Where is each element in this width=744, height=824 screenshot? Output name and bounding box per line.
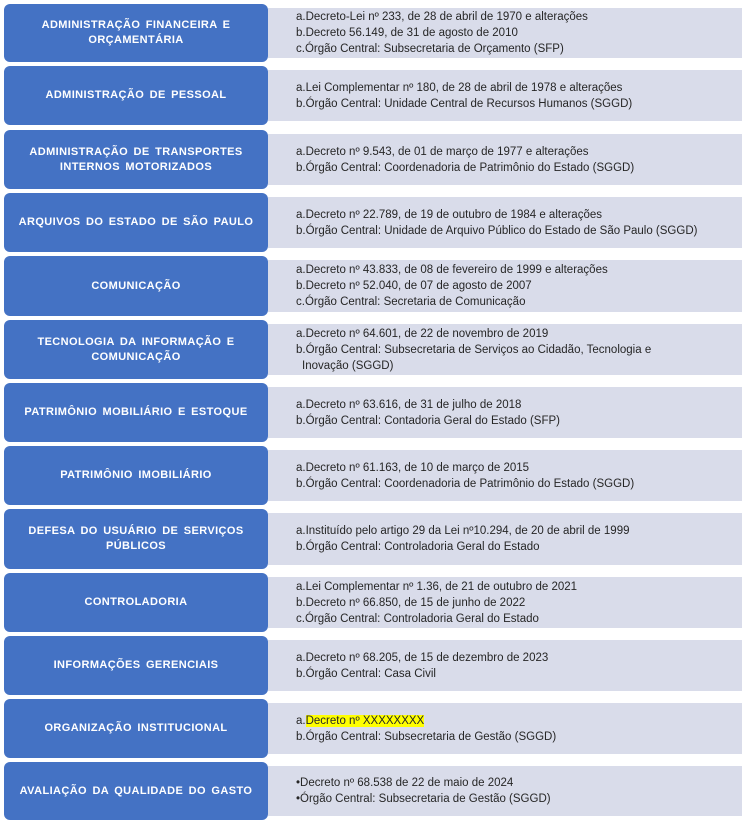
detail-line: a.Decreto nº 63.616, de 31 de julho de 2018 <box>296 398 522 411</box>
system-details <box>268 640 742 691</box>
system-label: ADMINISTRAÇÃO DE TRANSPORTES INTERNOS MOTORIZADOS <box>4 130 268 189</box>
detail-line: b.Órgão Central: Unidade de Arquivo Público do Estado de São Paulo (SGGD) <box>296 224 698 237</box>
system-details <box>268 577 742 628</box>
detail-line: b.Órgão Central: Subsecretaria de Serviços ao Cidadão, Tecnologia e <box>296 343 652 356</box>
system-label: AVALIAÇÃO DA QUALIDADE DO GASTO <box>4 762 268 820</box>
detail-line: a.Decreto nº 68.205, de 15 de dezembro de 2023 <box>296 651 549 664</box>
system-label: PATRIMÔNIO MOBILIÁRIO E ESTOQUE <box>4 383 268 442</box>
detail-line: b.Decreto 56.149, de 31 de agosto de 2010 <box>296 27 518 39</box>
system-details <box>268 8 742 58</box>
table-row <box>4 193 742 252</box>
system-details <box>268 513 742 565</box>
detail-line: a.Decreto nº 43.833, de 08 de fevereiro de 1999 e alterações <box>296 264 608 276</box>
table-row <box>4 256 742 316</box>
detail-line: •Órgão Central: Subsecretaria de Gestão (SGGD) <box>296 793 551 805</box>
detail-line: b.Órgão Central: Controladoria Geral do Estado <box>296 541 540 553</box>
table-row <box>4 130 742 189</box>
detail-line: c.Órgão Central: Subsecretaria de Orçamento (SFP) <box>296 43 564 55</box>
system-details <box>268 450 742 501</box>
detail-line: a.Decreto-Lei nº 233, de 28 de abril de 1970 e alterações <box>296 11 588 23</box>
highlighted-text: Decreto nº XXXXXXXX <box>305 714 425 727</box>
system-label: INFORMAÇÕES GERENCIAIS <box>4 636 268 695</box>
detail-line: •Decreto nº 68.538 de 22 de maio de 2024 <box>296 777 514 789</box>
detail-line: a.Decreto nº 64.601, de 22 de novembro de 2019 <box>296 327 549 340</box>
system-label: PATRIMÔNIO IMOBILIÁRIO <box>4 446 268 505</box>
detail-line: c.Órgão Central: Secretaria de Comunicação <box>296 296 526 308</box>
detail-line: a.Decreto nº 61.163, de 10 de março de 2015 <box>296 461 530 474</box>
detail-line: b.Decreto nº 66.850, de 15 de junho de 2022 <box>296 596 526 609</box>
system-details <box>268 260 742 312</box>
table-row <box>4 573 742 632</box>
detail-line: b.Órgão Central: Coordenadoria de Patrimônio do Estado (SGGD) <box>296 161 635 174</box>
system-label: COMUNICAÇÃO <box>4 256 268 316</box>
table-row <box>4 699 742 758</box>
detail-line <box>296 713 732 729</box>
table-row <box>4 762 742 820</box>
detail-prefix: a. <box>296 714 306 727</box>
detail-line: a.Instituído pelo artigo 29 da Lei nº10.294, de 20 de abril de 1999 <box>296 525 630 537</box>
detail-line: b.Órgão Central: Contadoria Geral do Estado (SFP) <box>296 414 560 427</box>
system-label: ADMINISTRAÇÃO DE PESSOAL <box>4 66 268 125</box>
detail-line: c.Órgão Central: Controladoria Geral do Estado <box>296 612 539 625</box>
detail-line: b.Órgão Central: Subsecretaria de Gestão (SGGD) <box>296 730 557 743</box>
table-row <box>4 636 742 695</box>
system-label: CONTROLADORIA <box>4 573 268 632</box>
detail-line: b.Órgão Central: Casa Civil <box>296 667 436 680</box>
detail-line: Inovação (SGGD) <box>302 359 394 372</box>
table-row <box>4 446 742 505</box>
detail-line: b.Decreto nº 52.040, de 07 de agosto de 2007 <box>296 280 532 292</box>
table-row <box>4 509 742 569</box>
system-details <box>268 766 742 816</box>
detail-line: b.Órgão Central: Unidade Central de Recursos Humanos (SGGD) <box>296 97 633 110</box>
table-row <box>4 66 742 125</box>
system-label: ORGANIZAÇÃO INSTITUCIONAL <box>4 699 268 758</box>
table-row <box>4 383 742 442</box>
system-label: TECNOLOGIA DA INFORMAÇÃO E COMUNICAÇÃO <box>4 320 268 379</box>
table-row <box>4 320 742 379</box>
system-details <box>268 703 742 754</box>
system-details <box>268 70 742 121</box>
system-details <box>268 197 742 248</box>
detail-line: a.Lei Complementar nº 180, de 28 de abril de 1978 e alterações <box>296 81 623 94</box>
detail-line: a.Decreto nº 22.789, de 19 de outubro de 1984 e alterações <box>296 208 602 221</box>
system-details <box>268 324 742 375</box>
detail-line: a.Lei Complementar nº 1.36, de 21 de outubro de 2021 <box>296 580 578 593</box>
system-label: DEFESA DO USUÁRIO DE SERVIÇOS PÚBLICOS <box>4 509 268 569</box>
system-label: ADMINISTRAÇÃO FINANCEIRA E ORÇAMENTÁRIA <box>4 4 268 62</box>
detail-line: a.Decreto nº 9.543, de 01 de março de 1977 e alterações <box>296 145 589 158</box>
system-details <box>268 134 742 185</box>
system-details <box>268 387 742 438</box>
table-row <box>4 4 742 62</box>
detail-line: b.Órgão Central: Coordenadoria de Patrimônio do Estado (SGGD) <box>296 477 635 490</box>
system-label: ARQUIVOS DO ESTADO DE SÃO PAULO <box>4 193 268 252</box>
